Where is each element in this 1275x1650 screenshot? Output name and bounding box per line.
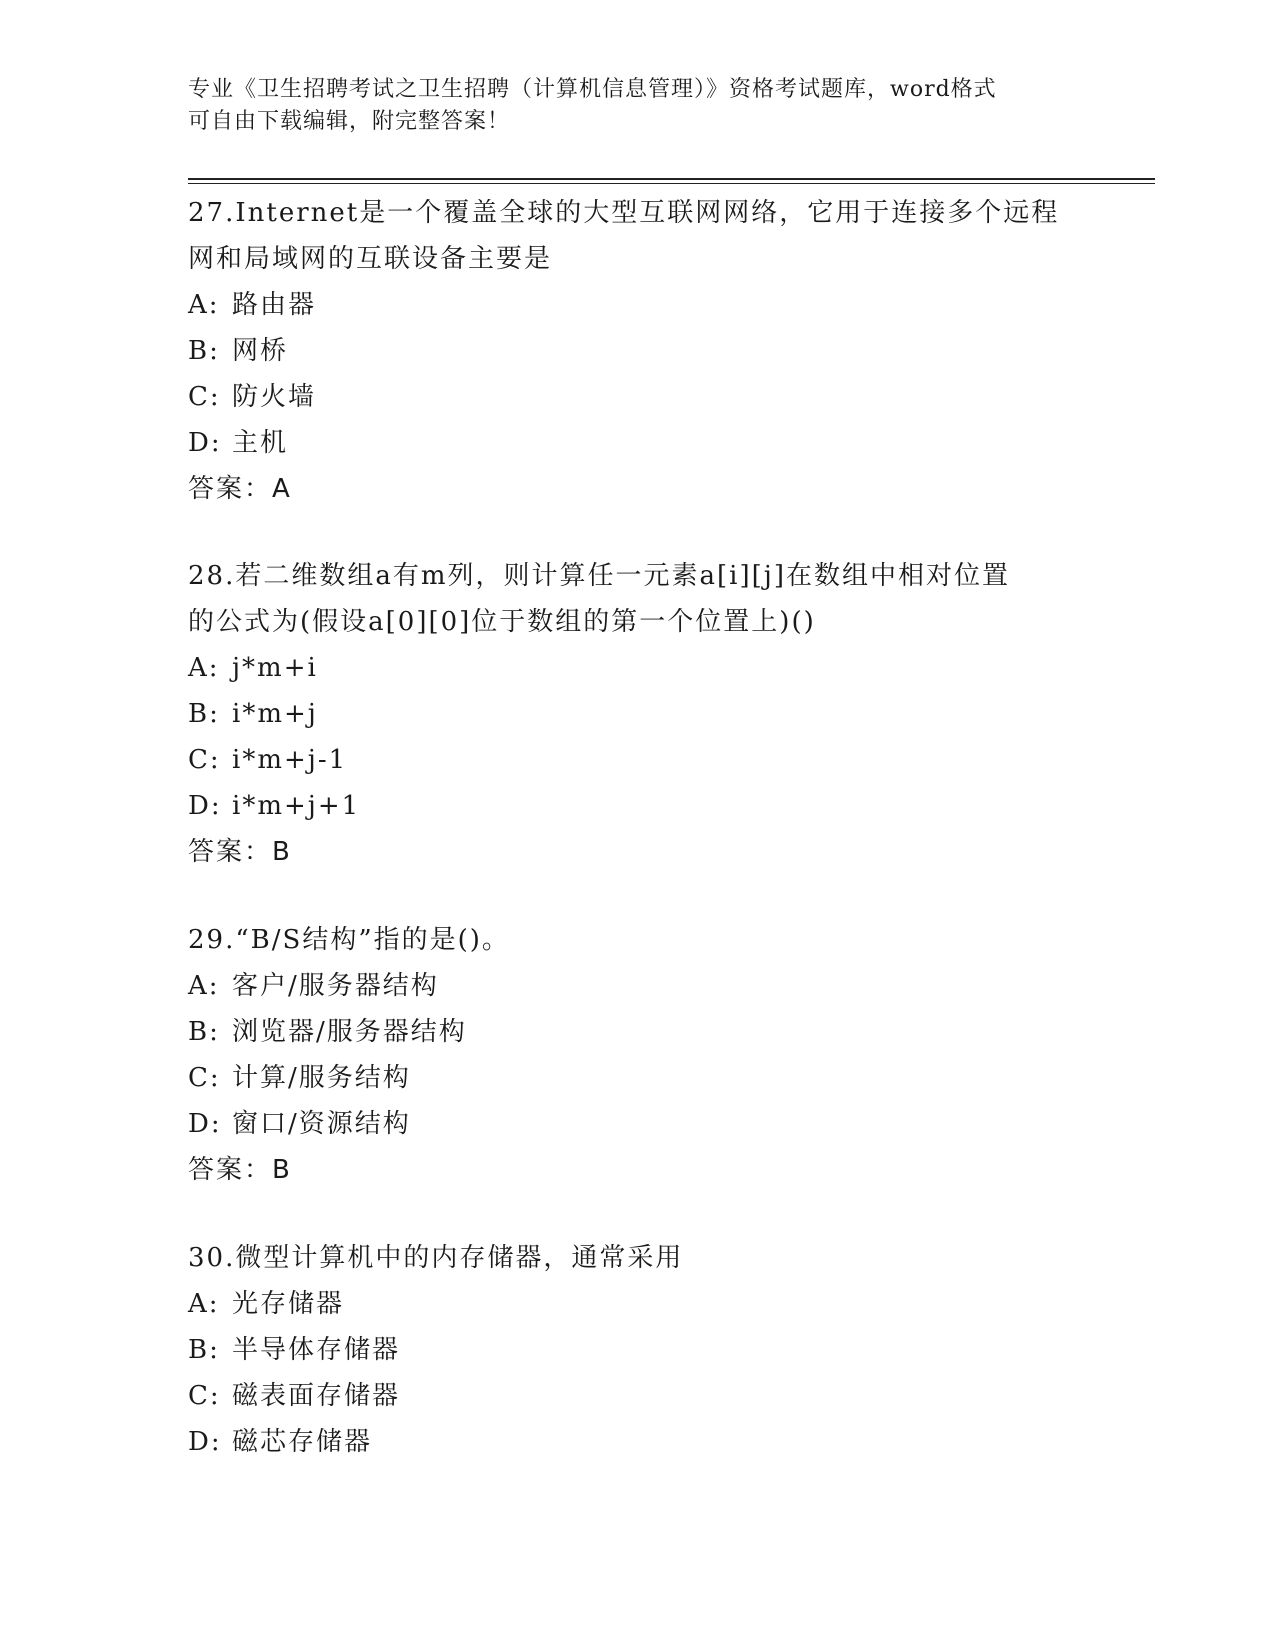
answer-label: 答案：B (188, 1155, 292, 1185)
question-29 (188, 917, 1088, 1193)
question-27 (188, 190, 1088, 512)
document-header (188, 74, 1088, 138)
option-letter: C: (188, 1063, 221, 1093)
question-stem-line: 30.微型计算机中的内存储器，通常采用 (188, 1243, 684, 1273)
option-text: 客户/服务器结构 (232, 971, 439, 1001)
option-letter: A: (188, 653, 220, 683)
option-letter: D: (188, 1109, 222, 1139)
option-text: 防火墙 (232, 382, 317, 412)
option-a (188, 645, 1088, 691)
option-b (188, 691, 1088, 737)
option-a (188, 963, 1088, 1009)
question-stem-line: 28.若二维数组a有m列，则计算任一元素a[i][j]在数组中相对位置 (188, 561, 1010, 591)
option-letter: C: (188, 745, 221, 775)
option-letter: B: (188, 1017, 220, 1047)
option-d (188, 420, 1088, 466)
answer-label: 答案：B (188, 837, 292, 867)
option-c (188, 374, 1088, 420)
option-letter: B: (188, 1335, 220, 1365)
option-d (188, 1419, 1088, 1465)
option-text: 磁芯存储器 (232, 1427, 373, 1457)
question-stem-line: 的公式为(假设a[0][0]位于数组的第一个位置上)() (188, 607, 816, 637)
option-letter: D: (188, 428, 222, 458)
question-stem-line: 网和局域网的互联设备主要是 (188, 244, 553, 274)
option-a (188, 1281, 1088, 1327)
option-text: 磁表面存储器 (232, 1381, 401, 1411)
option-d (188, 783, 1088, 829)
option-text: 计算/服务结构 (232, 1063, 411, 1093)
question-28 (188, 553, 1088, 875)
option-letter: D: (188, 1427, 222, 1457)
header-divider-thin (188, 183, 1155, 184)
option-text: i*m+j-1 (232, 745, 348, 775)
header-divider-thick (188, 178, 1155, 180)
question-stem-line: 27.Internet是一个覆盖全球的大型互联网网络，它用于连接多个远程 (188, 198, 1060, 228)
option-letter: C: (188, 1381, 221, 1411)
option-b (188, 1327, 1088, 1373)
option-letter: B: (188, 699, 220, 729)
answer-label: 答案：A (188, 474, 292, 504)
option-a (188, 282, 1088, 328)
question-30 (188, 1235, 1088, 1465)
option-c (188, 737, 1088, 783)
option-text: 半导体存储器 (232, 1335, 401, 1365)
option-text: 光存储器 (232, 1289, 345, 1319)
option-letter: B: (188, 336, 220, 366)
option-b (188, 1009, 1088, 1055)
option-text: 窗口/资源结构 (232, 1109, 411, 1139)
option-b (188, 328, 1088, 374)
option-c (188, 1373, 1088, 1419)
option-text: i*m+j+1 (232, 791, 361, 821)
option-letter: D: (188, 791, 222, 821)
header-line-2: 可自由下载编辑，附完整答案！ (188, 109, 511, 134)
option-text: 浏览器/服务器结构 (232, 1017, 467, 1047)
option-letter: A: (188, 971, 220, 1001)
option-text: j*m+i (232, 653, 318, 683)
option-letter: A: (188, 1289, 220, 1319)
option-text: 网桥 (232, 336, 289, 366)
option-letter: C: (188, 382, 221, 412)
option-text: i*m+j (232, 699, 318, 729)
option-d (188, 1101, 1088, 1147)
option-text: 主机 (232, 428, 289, 458)
option-c (188, 1055, 1088, 1101)
option-text: 路由器 (232, 290, 317, 320)
question-stem-line: 29.“B/S结构”指的是()。 (188, 925, 510, 955)
header-line-1: 专业《卫生招聘考试之卫生招聘（计算机信息管理）》资格考试题库，word格式 (188, 77, 997, 102)
option-letter: A: (188, 290, 220, 320)
